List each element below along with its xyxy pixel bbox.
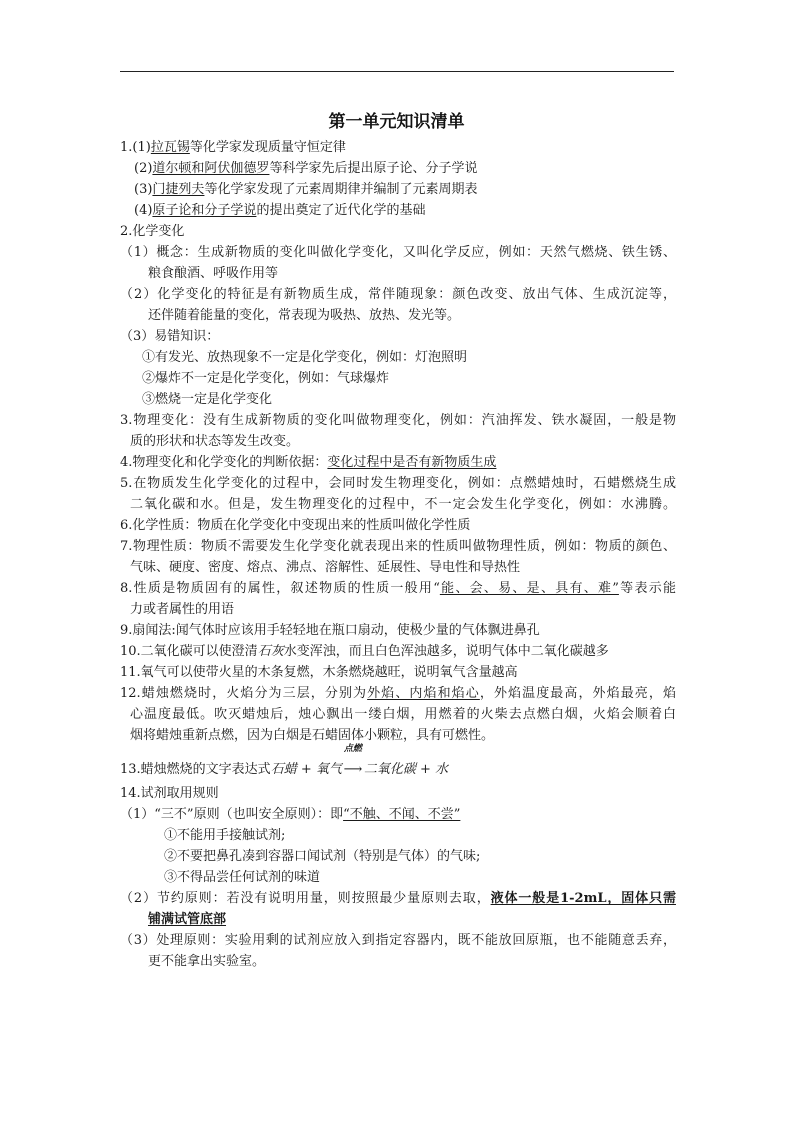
item-8-line-2: 力或者属性的用语 xyxy=(130,602,235,617)
item-5-line-2: 二氧化碳和水。但是，发生物理变化的过程中，不一定会发生化学变化，例如：水沸腾。 xyxy=(130,497,676,512)
item-12-line-3: 烟将蜡烛重新点燃，因为白烟是石蜡固体小颗粒，具有可燃性。 xyxy=(130,728,495,743)
reaction-condition: 点燃 xyxy=(343,744,362,754)
item-14-line-8: 更不能拿出实验室。 xyxy=(148,954,266,969)
item-14-line-7: （3）处理原则：实验用剩的试剂应放入到指定容器内，既不能放回原瓶，也不能随意丢弃， xyxy=(120,933,676,948)
item-12-line-2: 心温度最低。吹灭蜡烛后，烛心飘出一缕白烟，用燃着的火柴去点燃白烟，火焰会顺着白 xyxy=(130,707,676,722)
item-4: 4.物理变化和化学变化的判断依据：变化过程中是否有新物质生成 xyxy=(120,455,497,470)
item-1-2: (2)道尔顿和阿伏伽德罗等科学家先后提出原子论、分子学说 xyxy=(134,161,478,176)
reactant-paraffin: 石蜡 xyxy=(270,762,297,777)
product-water: 水 xyxy=(435,762,449,777)
page-title: 第一单元知识清单 xyxy=(328,112,465,132)
item-7-line-1: 7.物理性质：物质不需要发生化学变化就表现出来的性质叫做物理性质，例如：物质的颜色、 xyxy=(120,539,676,554)
item-1-3: (3)门捷列夫等化学家发现了元素周期律并编制了元素周期表 xyxy=(134,182,478,197)
item-14-line-3: ②不要把鼻孔凑到容器口闻试剂（特别是气体）的气味; xyxy=(164,849,481,864)
reaction-arrow: 点燃 ⟶ xyxy=(343,744,363,777)
product-co2: 二氧化碳 xyxy=(363,762,416,777)
header-rule xyxy=(120,71,674,72)
item-2-line-2: 粮食酿酒、呼吸作用等 xyxy=(148,266,279,281)
item-2-line-7: ②爆炸不一定是化学变化，例如：气球爆炸 xyxy=(142,371,390,386)
item-14-line-2: ①不能用手接触试剂; xyxy=(164,828,286,843)
item-5-line-1: 5.在物质发生化学变化的过程中，会同时发生物理变化，例如：点燃蜡烛时，石蜡燃烧生成 xyxy=(120,476,676,491)
item-2-line-3: （2）化学变化的特征是有新物质生成，常伴随现象：颜色改变、放出气体、生成沉淀等， xyxy=(120,287,676,302)
item-14-heading: 14.试剂取用规则 xyxy=(120,786,219,801)
item-10: 10.二氧化碳可以使澄清石灰水变浑浊，而且白色浑浊越多，说明气体中二氧化碳越多 xyxy=(120,644,609,659)
item-1-4: (4)原子论和分子学说的提出奠定了近代化学的基础 xyxy=(134,203,426,218)
item-2-line-5: （3）易错知识： xyxy=(120,329,220,344)
reactant-oxygen: 氧气 xyxy=(315,762,342,777)
item-2-line-4: 还伴随着能量的变化，常表现为吸热、放热、发光等。 xyxy=(148,308,461,323)
item-14-line-5: （2）节约原则：若没有说明用量，则按照最少量原则去取，液体一般是1-2mL，固体只需 xyxy=(120,891,676,906)
item-3-line-2: 质的形状和状态等发生改变。 xyxy=(130,434,300,449)
item-11: 11.氧气可以使带火星的木条复燃，木条燃烧越旺，说明氧气含量越高 xyxy=(120,665,518,680)
item-3-line-1: 3.物理变化：没有生成新物质的变化叫做物理变化，例如：汽油挥发、铁水凝固，一般是物 xyxy=(120,413,676,428)
content-body xyxy=(120,137,676,972)
item-2-line-8: ③燃烧一定是化学变化 xyxy=(142,392,273,407)
item-14-line-4: ③不得品尝任何试剂的味道 xyxy=(164,870,321,885)
item-8-line-1: 8.性质是物质固有的属性，叙述物质的性质一般用“能、会、易、是、具有、难”等表示能 xyxy=(120,581,676,596)
item-2-line-6: ①有发光、放热现象不一定是化学变化，例如：灯泡照明 xyxy=(142,350,468,365)
item-2-heading: 2.化学变化 xyxy=(120,224,185,239)
item-12-line-1: 12.蜡烛燃烧时，火焰分为三层，分别为外焰、内焰和焰心，外焰温度最高，外焰最亮，焰 xyxy=(120,686,676,701)
item-1-1: 1.(1)拉瓦锡等化学家发现质量守恒定律 xyxy=(120,140,346,155)
item-7-line-2: 气味、硬度、密度、熔点、沸点、溶解性、延展性、导电性和导热性 xyxy=(130,560,521,575)
item-6: 6.化学性质：物质在化学变化中变现出来的性质叫做化学性质 xyxy=(120,518,471,533)
item-2-line-1: （1）概念：生成新物质的变化叫做化学变化，又叫化学反应，例如：天然气燃烧、铁生锈、 xyxy=(120,245,676,260)
item-14-line-6: 铺满试管底部 xyxy=(148,912,227,927)
item-13-word-equation: 13.蜡烛燃烧的文字表达式石蜡 + 氧气 点燃 ⟶ 二氧化碳 + 水 xyxy=(120,756,676,783)
item-9: 9.扇闻法:闻气体时应该用手轻轻地在瓶口扇动，使极少量的气体飘进鼻孔 xyxy=(120,623,540,638)
item-14-line-1: （1）“三不”原则（也叫安全原则）：即“不触、不闻、不尝” xyxy=(120,807,461,822)
